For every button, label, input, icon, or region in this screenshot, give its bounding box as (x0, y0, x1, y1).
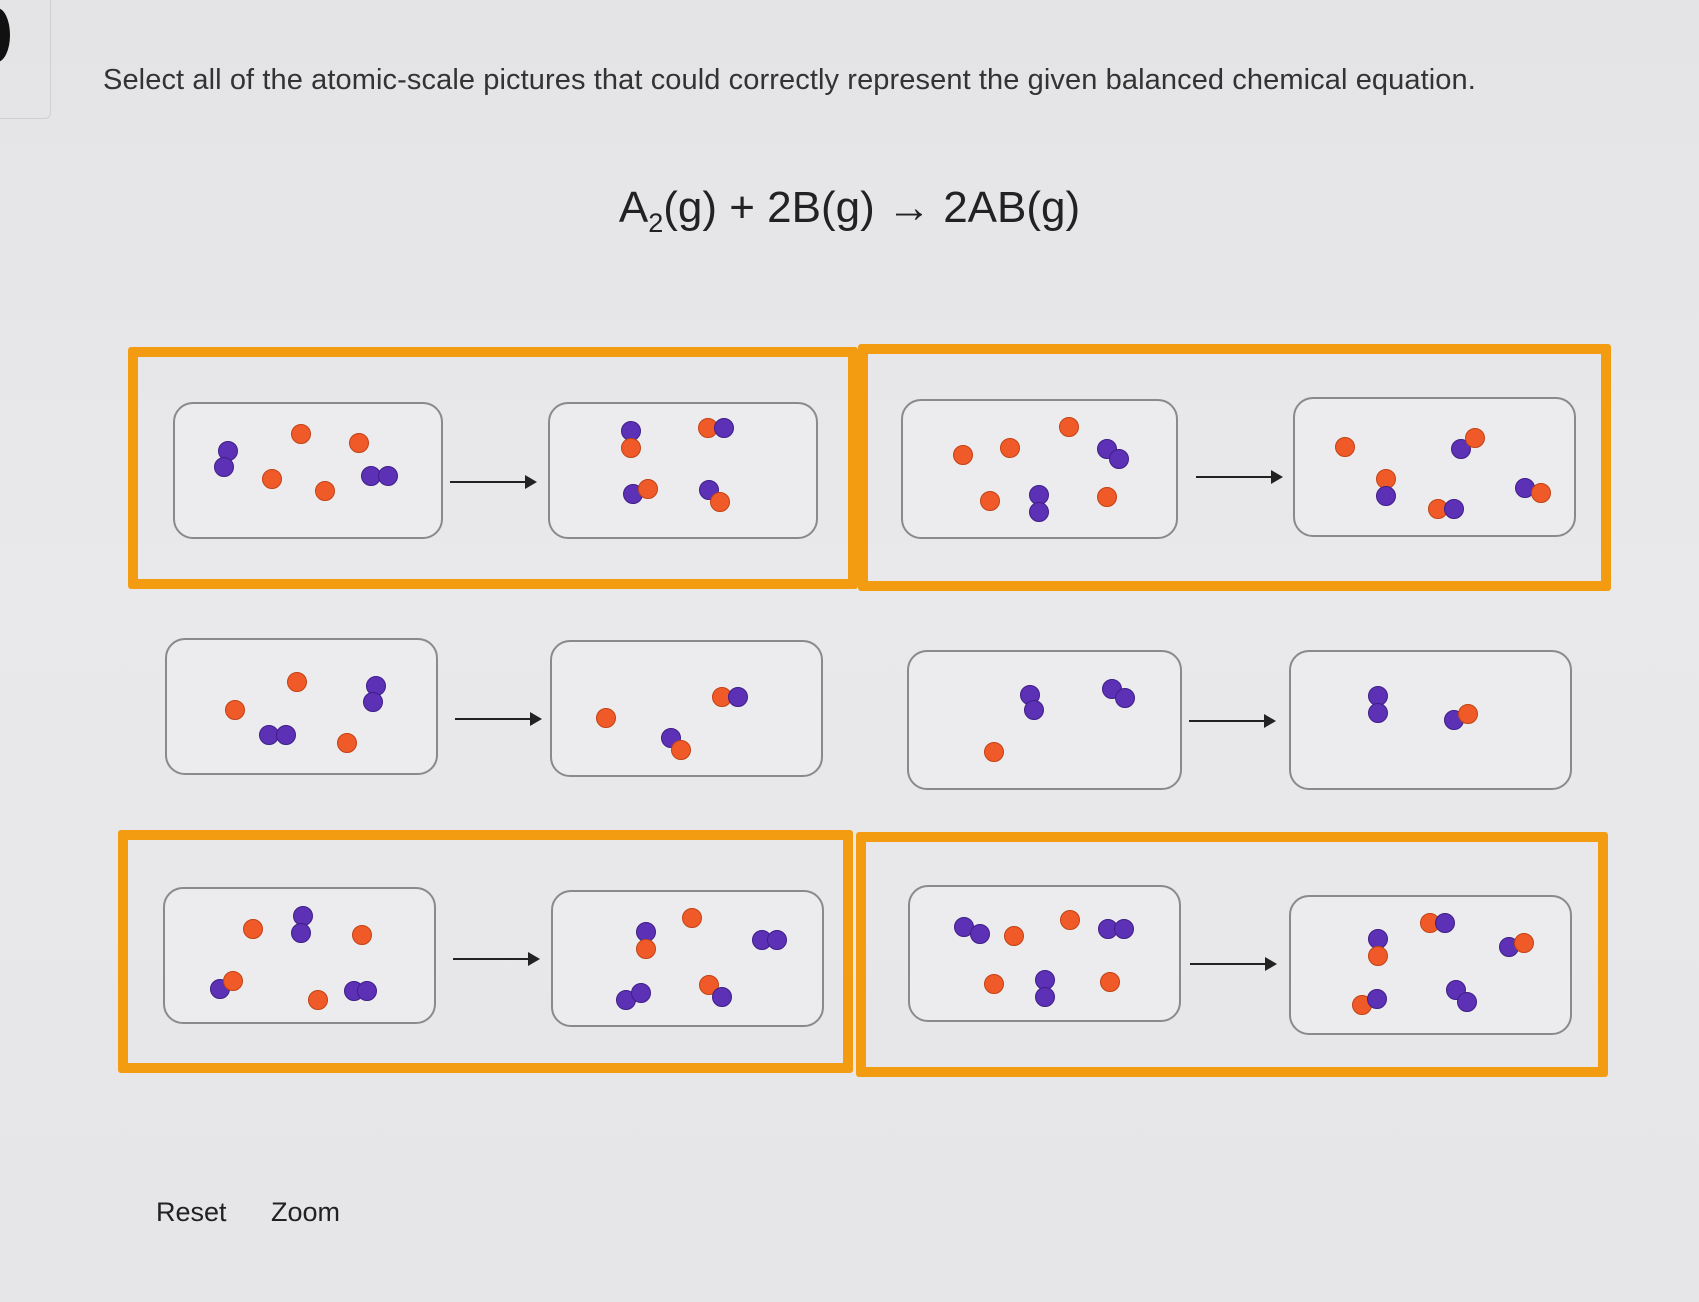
atom-b (1004, 926, 1024, 946)
atom-a (728, 687, 748, 707)
products-box (1289, 895, 1572, 1035)
atom-a (767, 930, 787, 950)
atom-a (714, 418, 734, 438)
atom-b (291, 424, 311, 444)
atom-a (363, 692, 383, 712)
atom-b (287, 672, 307, 692)
atom-b (1097, 487, 1117, 507)
atom-b (1531, 483, 1551, 503)
atom-a (1024, 700, 1044, 720)
atom-b (638, 479, 658, 499)
atom-a (1368, 703, 1388, 723)
answer-option-1[interactable] (128, 347, 858, 589)
atom-b (984, 974, 1004, 994)
reactants-box (907, 650, 1182, 790)
reactants-box (908, 885, 1181, 1022)
reaction-arrow (455, 718, 540, 720)
reactants-box (901, 399, 1178, 539)
atom-b (1059, 417, 1079, 437)
atom-b (671, 740, 691, 760)
products-box (1289, 650, 1572, 790)
atom-a (1109, 449, 1129, 469)
atom-b (1335, 437, 1355, 457)
atom-a (1444, 499, 1464, 519)
atom-a (1457, 992, 1477, 1012)
answer-option-2[interactable] (858, 344, 1611, 591)
atom-b (980, 491, 1000, 511)
reaction-arrow (1196, 476, 1281, 478)
atom-a (1115, 688, 1135, 708)
answer-option-3[interactable] (155, 628, 835, 788)
atom-b (223, 971, 243, 991)
side-panel-tab[interactable] (0, 0, 51, 119)
atom-a (378, 466, 398, 486)
atom-a (1114, 919, 1134, 939)
atom-b (621, 438, 641, 458)
answer-option-6[interactable] (856, 832, 1608, 1077)
atom-a (1035, 987, 1055, 1007)
atom-a (1376, 486, 1396, 506)
atom-a (1367, 989, 1387, 1009)
equation-part-2: (g) + 2B(g) → 2AB(g) (663, 183, 1081, 232)
atom-a (631, 983, 651, 1003)
atom-b (1000, 438, 1020, 458)
atom-b (1458, 704, 1478, 724)
atom-b (953, 445, 973, 465)
atom-b (636, 939, 656, 959)
atom-b (682, 908, 702, 928)
atom-b (1060, 910, 1080, 930)
atom-a (276, 725, 296, 745)
reaction-arrow (1189, 720, 1274, 722)
chemical-equation (0, 183, 1699, 239)
atom-b (315, 481, 335, 501)
atom-a (712, 987, 732, 1007)
question-prompt: Select all of the atomic-scale pictures that could correctly represent the given balanced chemical equation. (103, 64, 1476, 96)
atom-a (291, 923, 311, 943)
reactants-box (163, 887, 436, 1024)
reaction-arrow (453, 958, 538, 960)
atom-a (1435, 913, 1455, 933)
atom-b (349, 433, 369, 453)
products-box (551, 890, 824, 1027)
equation-subscript: 2 (648, 207, 664, 238)
atom-b (262, 469, 282, 489)
reactants-box (173, 402, 443, 539)
answer-option-5[interactable] (118, 830, 853, 1073)
atom-a (970, 924, 990, 944)
products-box (1293, 397, 1576, 537)
equation-part-1: A (618, 183, 649, 232)
atom-b (1100, 972, 1120, 992)
reactants-box (165, 638, 438, 775)
atom-b (710, 492, 730, 512)
zoom-button[interactable]: Zoom (271, 1197, 341, 1227)
reset-button[interactable]: Reset (156, 1197, 227, 1227)
atom-a (357, 981, 377, 1001)
answer-option-4[interactable] (897, 640, 1597, 795)
atom-b (352, 925, 372, 945)
atom-b (1514, 933, 1534, 953)
products-box (550, 640, 823, 777)
reaction-arrow (450, 481, 535, 483)
atom-a (214, 457, 234, 477)
reaction-arrow (1190, 963, 1275, 965)
atom-b (984, 742, 1004, 762)
atom-b (337, 733, 357, 753)
atom-b (308, 990, 328, 1010)
atom-b (225, 700, 245, 720)
atom-b (596, 708, 616, 728)
atom-b (1368, 946, 1388, 966)
atom-b (243, 919, 263, 939)
atom-a (1029, 502, 1049, 522)
atom-b (1465, 428, 1485, 448)
products-box (548, 402, 818, 539)
